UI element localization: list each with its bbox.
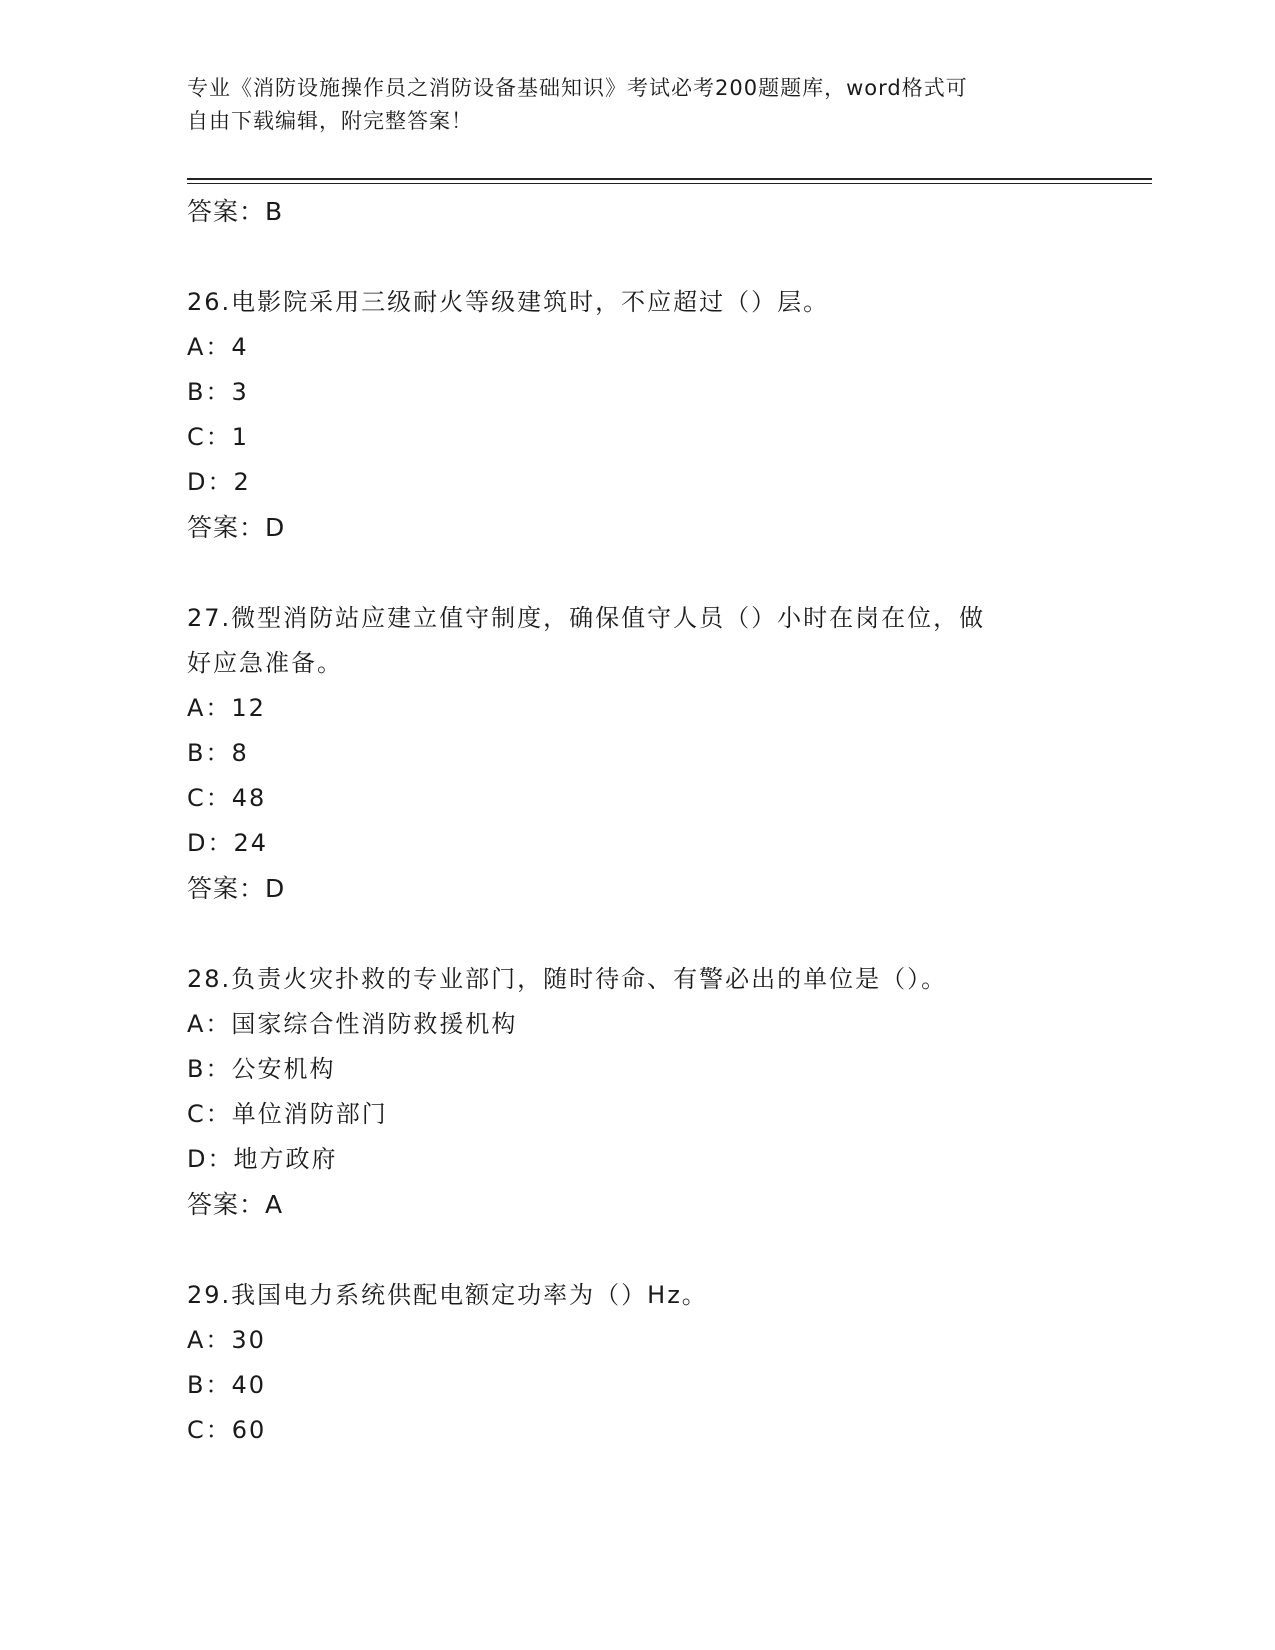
question-26-option-c: C：1 bbox=[187, 423, 250, 451]
question-28-option-a: A：国家综合性消防救援机构 bbox=[187, 1010, 518, 1038]
header-line-2: 自由下载编辑，附完整答案！ bbox=[187, 109, 473, 133]
question-27-answer: 答案：D bbox=[187, 874, 286, 903]
question-29-option-c: C：60 bbox=[187, 1416, 267, 1444]
question-27-option-c: C：48 bbox=[187, 784, 267, 812]
question-29-option-a: A：30 bbox=[187, 1326, 266, 1354]
header-line-1: 专业《消防设施操作员之消防设备基础知识》考试必考200题题库，word格式可 bbox=[187, 76, 968, 100]
previous-answer: 答案：B bbox=[187, 197, 284, 226]
question-29-text: 29.我国电力系统供配电额定功率为（）Hz。 bbox=[187, 1281, 708, 1309]
question-26-answer: 答案：D bbox=[187, 513, 286, 542]
question-29-option-b: B：40 bbox=[187, 1371, 267, 1399]
question-27-option-d: D：24 bbox=[187, 829, 269, 857]
question-28-option-d: D：地方政府 bbox=[187, 1145, 338, 1173]
header-divider-thin bbox=[187, 183, 1152, 184]
question-27-option-b: B：8 bbox=[187, 739, 249, 767]
question-28-text: 28.负责火灾扑救的专业部门，随时待命、有警必出的单位是（）。 bbox=[187, 965, 948, 993]
question-28-option-c: C：单位消防部门 bbox=[187, 1100, 388, 1128]
question-26-option-a: A：4 bbox=[187, 333, 249, 361]
header-divider-thick bbox=[187, 178, 1152, 180]
question-27-option-a: A：12 bbox=[187, 694, 266, 722]
question-27-text-cont: 好应急准备。 bbox=[187, 649, 343, 677]
question-26-option-d: D：2 bbox=[187, 468, 251, 496]
document-header bbox=[187, 72, 1087, 138]
question-26-option-b: B：3 bbox=[187, 378, 249, 406]
question-28-option-b: B：公安机构 bbox=[187, 1055, 336, 1083]
question-26-text: 26.电影院采用三级耐火等级建筑时，不应超过（）层。 bbox=[187, 288, 830, 316]
question-28-answer: 答案：A bbox=[187, 1190, 284, 1219]
question-27-text: 27.微型消防站应建立值守制度，确保值守人员（）小时在岗在位，做 bbox=[187, 604, 986, 632]
